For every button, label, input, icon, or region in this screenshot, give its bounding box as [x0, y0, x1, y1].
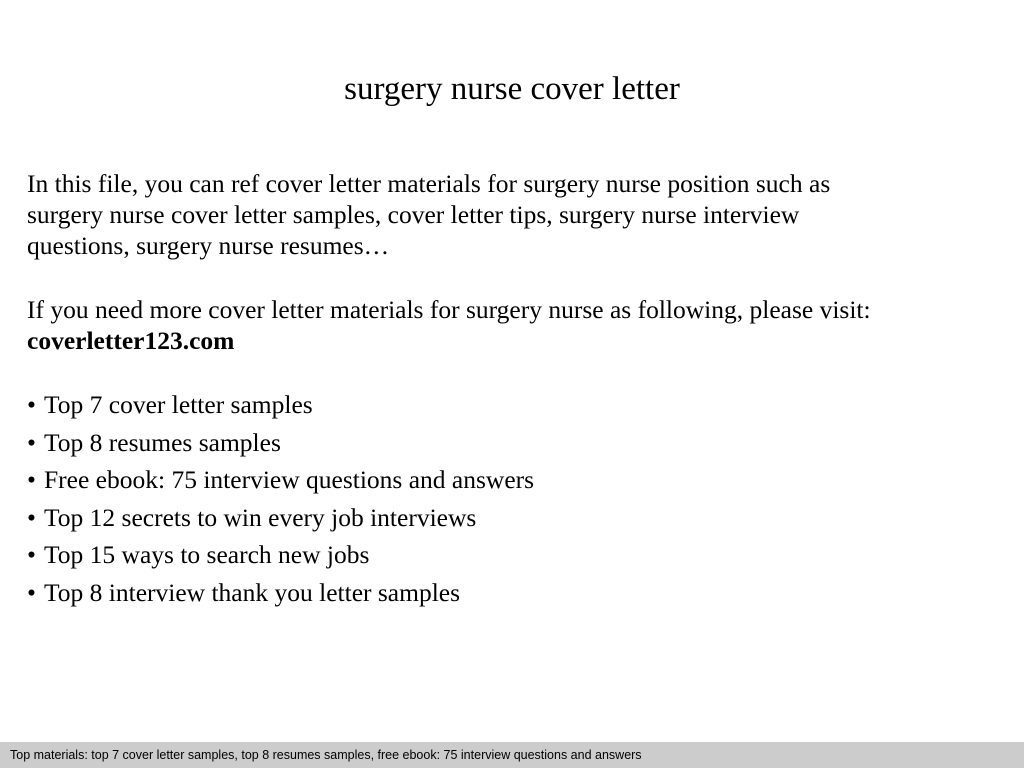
intro-line: In this file, you can ref cover letter materials for surgery nurse position such as — [27, 169, 831, 198]
intro-line: questions, surgery nurse resumes… — [27, 231, 390, 260]
list-item-label: Top 7 cover letter samples — [44, 390, 313, 419]
footer-text: Top materials: top 7 cover letter samples, top 8 resumes samples, free ebook: 75 interview questions and answers — [10, 748, 642, 762]
materials-list — [27, 386, 534, 611]
list-item — [27, 499, 534, 537]
visit-text: If you need more cover letter materials for surgery nurse as following, please visit: — [27, 295, 871, 324]
list-item-label: Top 8 interview thank you letter samples — [44, 577, 461, 607]
list-item — [27, 461, 534, 499]
bullet-icon: • — [27, 465, 36, 494]
bullet-icon: • — [27, 502, 36, 532]
list-item-label: Free ebook: 75 interview questions and answers — [44, 465, 535, 494]
bullet-icon: • — [27, 390, 36, 419]
list-item-label: Top 12 secrets to win every job interviews — [44, 502, 477, 532]
list-item-label: Top 8 resumes samples — [44, 427, 281, 457]
intro-paragraph — [27, 168, 1007, 261]
visit-paragraph — [27, 294, 1007, 356]
list-item-label: Top 15 ways to search new jobs — [44, 540, 370, 569]
bullet-icon: • — [27, 540, 36, 569]
list-item — [27, 424, 534, 462]
footer-bar — [0, 742, 1024, 768]
intro-line: surgery nurse cover letter samples, cover letter tips, surgery nurse interview — [27, 200, 800, 229]
list-item — [27, 386, 534, 424]
page-title: surgery nurse cover letter — [344, 71, 680, 107]
bullet-icon: • — [27, 577, 36, 607]
list-item — [27, 536, 534, 574]
list-item — [27, 574, 534, 612]
bullet-icon: • — [27, 427, 36, 457]
site-link[interactable]: coverletter123.com — [27, 326, 235, 355]
